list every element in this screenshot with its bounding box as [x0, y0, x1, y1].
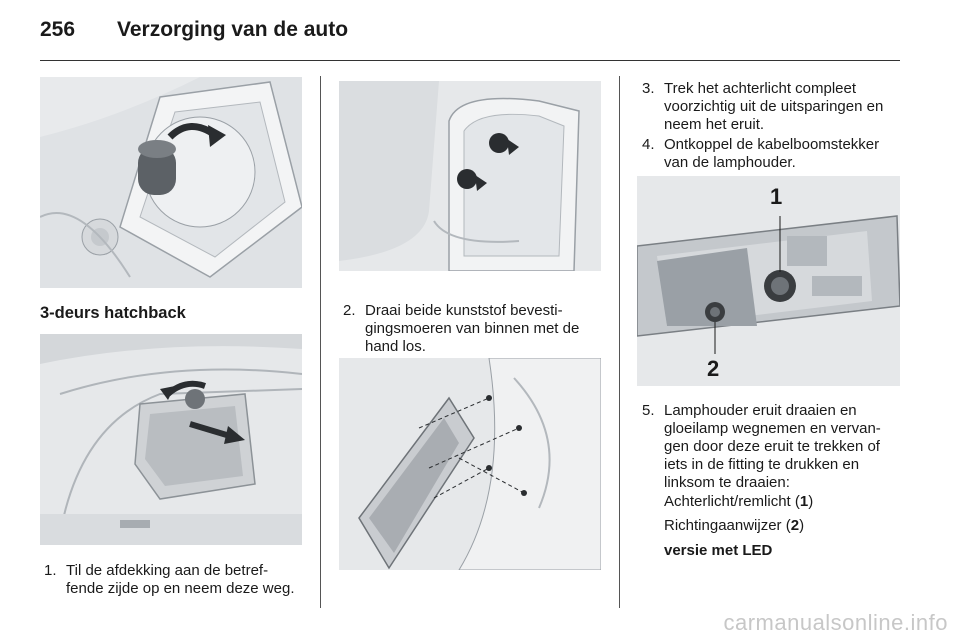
figure-lamp-holders — [637, 176, 900, 386]
figure-bulb-socket — [40, 77, 302, 288]
step-text-line: Til de afdekking aan de betref- — [66, 562, 269, 579]
step-number: 5. — [642, 402, 655, 419]
step-text-line: gen door deze eruit te trekken of — [664, 438, 880, 455]
page-title: Verzorging van de auto — [117, 18, 349, 41]
step-4 — [642, 136, 922, 174]
bulb-item-close: ) — [808, 493, 814, 510]
column-divider-1 — [320, 76, 321, 608]
step-1 — [44, 562, 314, 602]
step-text-line: fende zijde op en neem deze weg. — [66, 580, 295, 597]
step-text-line: Draai beide kunststof bevesti- — [365, 302, 563, 319]
step-text-line: gingsmoeren van binnen met de — [365, 320, 580, 337]
bulb-item-2 — [664, 517, 804, 535]
led-version-note: versie met LED — [664, 542, 773, 559]
bulb-item-ref: 2 — [790, 517, 800, 534]
step-text-line: linksom te draaien: — [664, 474, 790, 491]
taillight-removal-illustration — [339, 358, 601, 570]
page-header — [40, 16, 920, 60]
step-text-line: Lamphouder eruit draaien en — [664, 402, 857, 419]
step-text-line: gloeilamp wegnemen en vervan- — [664, 420, 881, 437]
header-rule — [40, 60, 900, 61]
subheading-3-door: 3-deurs hatchback — [40, 304, 186, 322]
step-number: 3. — [642, 80, 655, 97]
step-2 — [343, 302, 613, 358]
cover-removal-illustration — [40, 334, 302, 545]
nuts-location-illustration — [339, 81, 601, 291]
step-text-line: van de lamphouder. — [664, 154, 796, 171]
page-number: 256 — [40, 18, 76, 41]
bulb-item-1 — [664, 493, 813, 511]
step-text-line: Ontkoppel de kabelboomstekker — [664, 136, 880, 153]
lamp-holders-illustration — [637, 176, 900, 386]
step-5 — [642, 402, 922, 494]
figure-label-2: 2 — [707, 356, 720, 381]
step-text-line: voorzichtig uit de uitsparingen en — [664, 98, 884, 115]
bulb-socket-illustration — [40, 77, 302, 288]
figure-cover-removal — [40, 334, 302, 545]
column-divider-2 — [619, 76, 620, 608]
step-text-line: Trek het achterlicht compleet — [664, 80, 857, 97]
bulb-item-text: Achterlicht/remlicht ( — [664, 493, 800, 510]
step-text-line: iets in de fitting te drukken en — [664, 456, 860, 473]
step-number: 1. — [44, 562, 57, 579]
bulb-item-ref: 1 — [799, 493, 809, 510]
step-number: 2. — [343, 302, 356, 319]
step-text-line: hand los. — [365, 338, 426, 355]
step-text-line: neem het eruit. — [664, 116, 765, 133]
figure-taillight-removal — [339, 358, 601, 570]
bulb-item-text: Richtingaanwijzer ( — [664, 517, 791, 534]
step-number: 4. — [642, 136, 655, 153]
figure-label-1: 1 — [770, 184, 783, 209]
figure-nuts-location — [339, 81, 601, 291]
step-3 — [642, 80, 922, 136]
watermark: carmanualsonline.info — [723, 610, 948, 635]
bulb-item-close: ) — [799, 517, 805, 534]
